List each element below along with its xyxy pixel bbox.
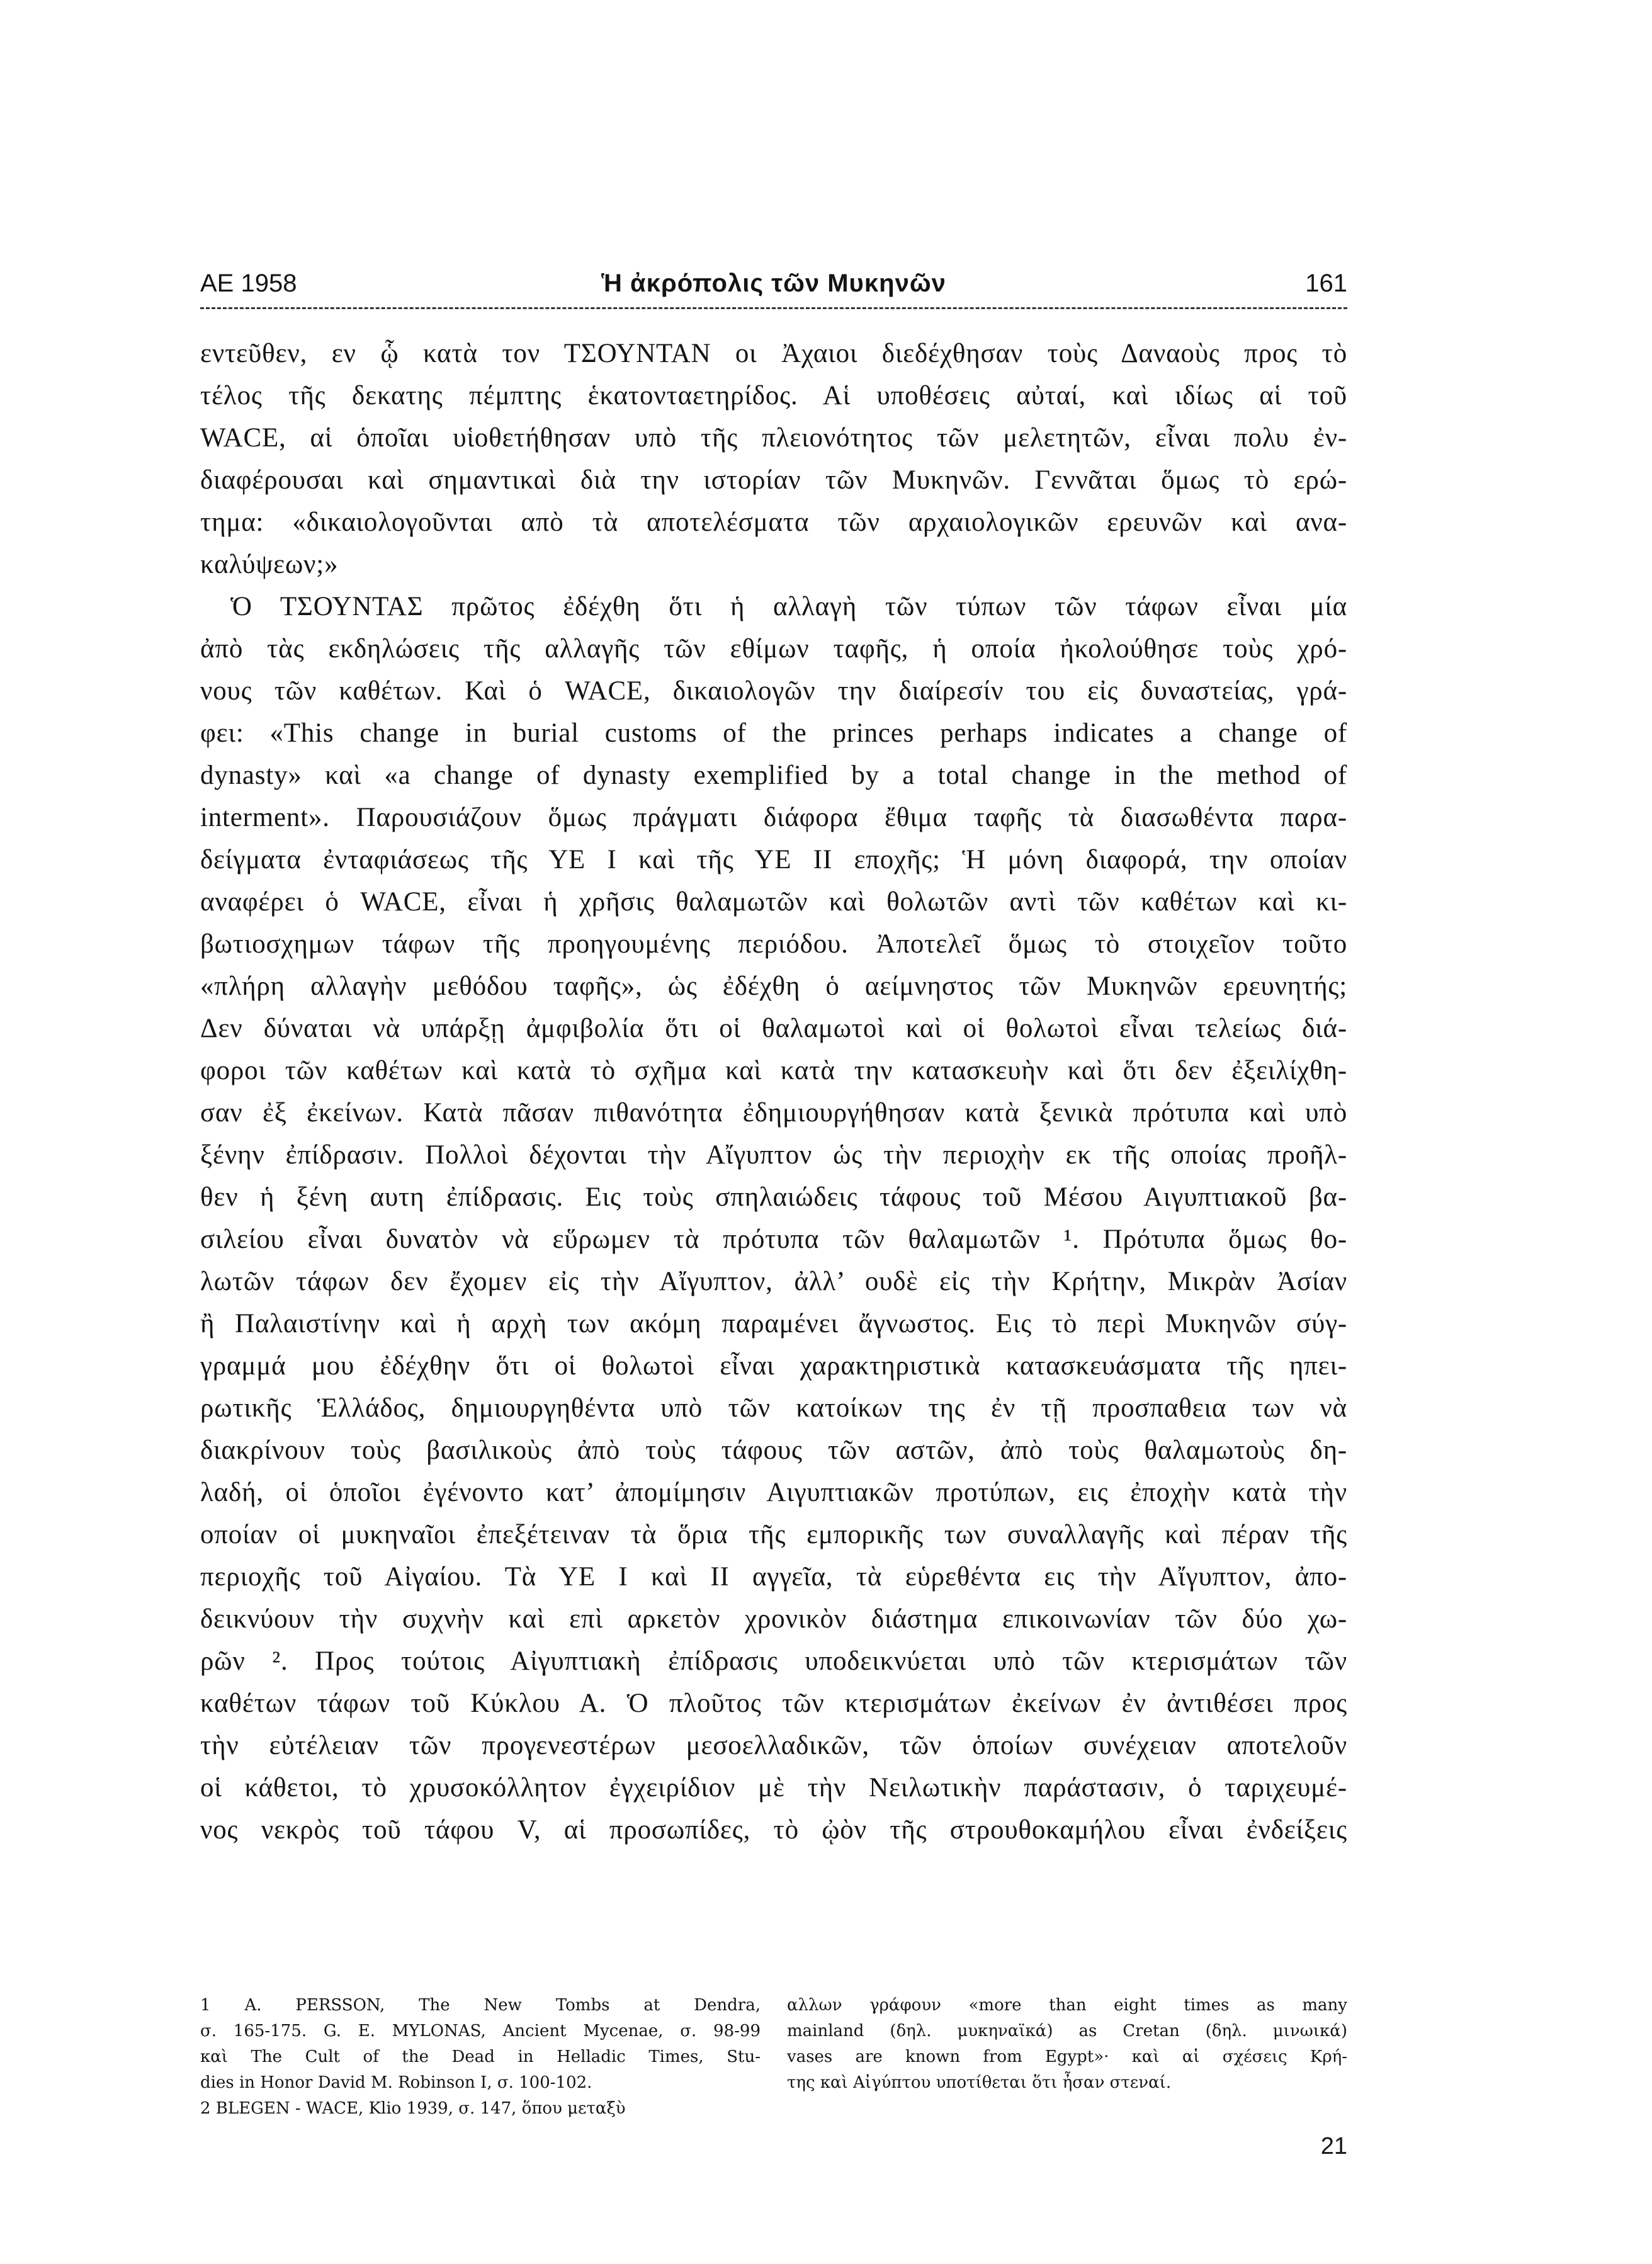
- text-line: ἢ Παλαιστίνην καὶ ἡ αρχὴ των ακόμη παραμένει ἄγνωστος. Εις τὸ περὶ Μυκηνῶν σύγ-: [200, 1309, 1347, 1339]
- text-line: Ὁ ΤΣΟΥΝΤΑΣ πρῶτος ἐδέχθη ὅτι ἡ αλλαγὴ τῶν τύπων τῶν τάφων εἶναι μία: [230, 592, 1347, 621]
- footnote-line: 2 BLEGEN - WACE, Klio 1939, σ. 147, ὅπου μεταξὺ: [200, 2099, 626, 2118]
- text-line: γραμμά μου ἐδέχθην ὅτι οἱ θολωτοὶ εἶναι χαρακτηριστικὰ κατασκευάσματα τῆς ηπει-: [200, 1351, 1347, 1381]
- text-line: σιλείου εἶναι δυνατὸν νὰ εὕρωμεν τὰ πρότυπα τῶν θαλαμωτῶν ¹. Πρότυπα ὅμως θο-: [200, 1225, 1347, 1254]
- text-line: νος νεκρὸς τοῦ τάφου V, αἱ προσωπίδες, τὸ ᾠὸν τῆς στρουθοκαμήλου εἶναι ἐνδείξεις: [200, 1815, 1347, 1845]
- text-line: ρωτικῆς Ἑλλάδος, δημιουργηθέντα υπὸ τῶν κατοίκων της ἐν τῇ προσπαθεια των νὰ: [200, 1393, 1347, 1423]
- text-line: διαφέρουσαι καὶ σημαντικαὶ διὰ την ιστορίαν τῶν Μυκηνῶν. Γεννᾶται ὅμως τὸ ερώ-: [200, 465, 1347, 495]
- text-line: νους τῶν καθέτων. Καὶ ὁ WACE, δικαιολογῶν την διαίρεσίν του εἰς δυναστείας, γρά-: [200, 676, 1347, 706]
- text-line: «πλήρη αλλαγὴν μεθόδου ταφῆς», ὡς ἐδέχθη ὁ αείμνηστος τῶν Μυκηνῶν ερευνητής;: [200, 971, 1347, 1001]
- text-line: φει: «This change in burial customs of the princes perhaps indicates a change of: [200, 718, 1347, 748]
- footnote-line: της καὶ Αἰγύπτου υποτίθεται ὅτι ἦσαν στεναί.: [787, 2073, 1172, 2092]
- footnote-line: 1 A. PERSSON, The New Tombs at Dendra,: [200, 1996, 761, 2015]
- footnote-line: mainland (δηλ. μυκηναϊκά) as Cretan (δηλ. μινωικά): [787, 2022, 1347, 2040]
- text-line: αναφέρει ὁ WACE, εἶναι ἡ χρῆσις θαλαμωτῶν καὶ θολωτῶν αντὶ τῶν καθέτων καὶ κι-: [200, 887, 1347, 917]
- text-line: τημα: «δικαιολογοῦνται απὸ τὰ αποτελέσματα τῶν αρχαιολογικῶν ερευνῶν καὶ ανα-: [200, 507, 1347, 537]
- text-line: τὴν εὐτέλειαν τῶν προγενεστέρων μεσοελλαδικῶν, τῶν ὁποίων συνέχειαν αποτελοῦν: [200, 1731, 1347, 1760]
- text-line: φοροι τῶν καθέτων καὶ κατὰ τὸ σχῆμα καὶ κατὰ την κατασκευὴν καὶ ὅτι δεν ἐξειλίχθη-: [200, 1056, 1347, 1085]
- footnote-line: σ. 165-175. G. E. MYLONAS, Ancient Mycenae, σ. 98-99: [200, 2022, 761, 2040]
- text-line: τέλος τῆς δεκατης πέμπτης ἑκατονταετηρίδος. Αἱ υποθέσεις αὐταί, καὶ ιδίως αἱ τοῦ: [200, 381, 1347, 410]
- text-line: λωτῶν τάφων δεν ἔχομεν εἰς τὴν Αἴγυπτον, ἀλλ’ ουδὲ εἰς τὴν Κρήτην, Μικρὰν Ἀσίαν: [200, 1267, 1347, 1296]
- text-line: οποίαν οἱ μυκηναῖοι ἐπεξέτειναν τὰ ὅρια τῆς εμπορικῆς των συναλλαγῆς καὶ πέραν τῆς: [200, 1520, 1347, 1549]
- text-line: interment». Παρουσιάζουν ὅμως πράγματι διάφορα ἔθιμα ταφῆς τὰ διασωθέντα παρα-: [200, 803, 1347, 832]
- footnote-line: αλλων γράφουν «more than eight times as many: [787, 1996, 1347, 2015]
- text-line: ἀπὸ τὰς εκδηλώσεις τῆς αλλαγῆς τῶν εθίμων ταφῆς, ἡ οποία ἠκολούθησε τοὺς χρό-: [200, 634, 1347, 664]
- text-line: δεικνύουν τὴν συχνὴν καὶ επὶ αρκετὸν χρονικὸν διάστημα επικοινωνίαν τῶν δύο χω-: [200, 1604, 1347, 1634]
- running-header: [200, 264, 1347, 302]
- main-text: [200, 332, 1347, 1851]
- footnotes-right-column: [787, 1993, 1347, 2096]
- text-line: περιοχῆς τοῦ Αἰγαίου. Τὰ ΥΕ Ι καὶ ΙΙ αγγεῖα, τὰ εὑρεθέντα εις τὴν Αἴγυπτον, ἀπο-: [200, 1562, 1347, 1592]
- footnotes-left-column: [200, 1993, 761, 2122]
- text-line: WACE, αἱ ὁποῖαι υἱοθετήθησαν υπὸ τῆς πλειονότητος τῶν μελετητῶν, εἶναι πολυ ἐν-: [200, 423, 1347, 453]
- page-number: 21: [1320, 2133, 1347, 2159]
- text-line: καθέτων τάφων τοῦ Κύκλου Α. Ὁ πλοῦτος τῶν κτερισμάτων ἐκείνων ἐν ἀντιθέσει προς: [200, 1689, 1347, 1718]
- text-line: ρῶν ². Προς τούτοις Αἰγυπτιακὴ ἐπίδρασις υποδεικνύεται υπὸ τῶν κτερισμάτων τῶν: [200, 1646, 1347, 1676]
- header-page-number: 161: [1305, 269, 1347, 297]
- journal-reference: ΑΕ 1958: [200, 269, 297, 297]
- text-line: dynasty» καὶ «a change of dynasty exemplified by a total change in the method of: [200, 761, 1347, 790]
- text-line: λαδή, οἱ ὁποῖοι ἐγένοντο κατ’ ἀπομίμησιν Αιγυπτιακῶν προτύπων, εις ἐποχὴν κατὰ τὴν: [200, 1478, 1347, 1507]
- header-divider: [200, 307, 1347, 309]
- text-line: οἱ κάθετοι, τὸ χρυσοκόλλητον ἐγχειρίδιον μὲ τὴν Νειλωτικὴν παράστασιν, ὁ ταριχευμέ-: [200, 1773, 1347, 1803]
- footnote-line: dies in Honor David M. Robinson I, σ. 100-102.: [200, 2073, 592, 2092]
- text-line: ξένην ἐπίδρασιν. Πολλοὶ δέχονται τὴν Αἴγυπτον ὡς τὴν περιοχὴν εκ τῆς οποίας προῆλ-: [200, 1140, 1347, 1170]
- text-line: δείγματα ἐνταφιάσεως τῆς ΥΕ Ι καὶ τῆς ΥΕ ΙΙ εποχῆς; Ἡ μόνη διαφορά, την οποίαν: [200, 845, 1347, 874]
- running-title: Ἡ ἀκρόπολις τῶν Μυκηνῶν: [601, 269, 946, 297]
- text-line: καλύψεων;»: [200, 550, 339, 579]
- text-line: βωτιοσχημων τάφων τῆς προηγουμένης περιόδου. Ἀποτελεῖ ὅμως τὸ στοιχεῖον τοῦτο: [200, 929, 1347, 959]
- text-line: Δεν δύναται νὰ υπάρξῃ ἀμφιβολία ὅτι οἱ θαλαμωτοὶ καὶ οἱ θολωτοὶ εἶναι τελείως διά-: [200, 1014, 1347, 1043]
- footnote-line: καὶ The Cult of the Dead in Helladic Times, Stu-: [200, 2047, 761, 2066]
- footnote-line: vases are known from Egypt»· καὶ αἱ σχέσεις Κρή-: [787, 2047, 1347, 2066]
- text-line: διακρίνουν τοὺς βασιλικοὺς ἀπὸ τοὺς τάφους τῶν αστῶν, ἀπὸ τοὺς θαλαμωτοὺς δη-: [200, 1435, 1347, 1465]
- text-line: εντεῦθεν, εν ᾧ κατὰ τον ΤΣΟΥΝΤΑΝ οι Ἀχαιοι διεδέχθησαν τοὺς Δαναοὺς προς τὸ: [200, 339, 1347, 368]
- text-line: σαν ἐξ ἐκείνων. Κατὰ πᾶσαν πιθανότητα ἐδημιουργήθησαν κατὰ ξενικὰ πρότυπα καὶ υπὸ: [200, 1098, 1347, 1128]
- text-line: θεν ἡ ξένη αυτη ἐπίδρασις. Εις τοὺς σπηλαιώδεις τάφους τοῦ Μέσου Αιγυπτιακοῦ βα-: [200, 1182, 1347, 1212]
